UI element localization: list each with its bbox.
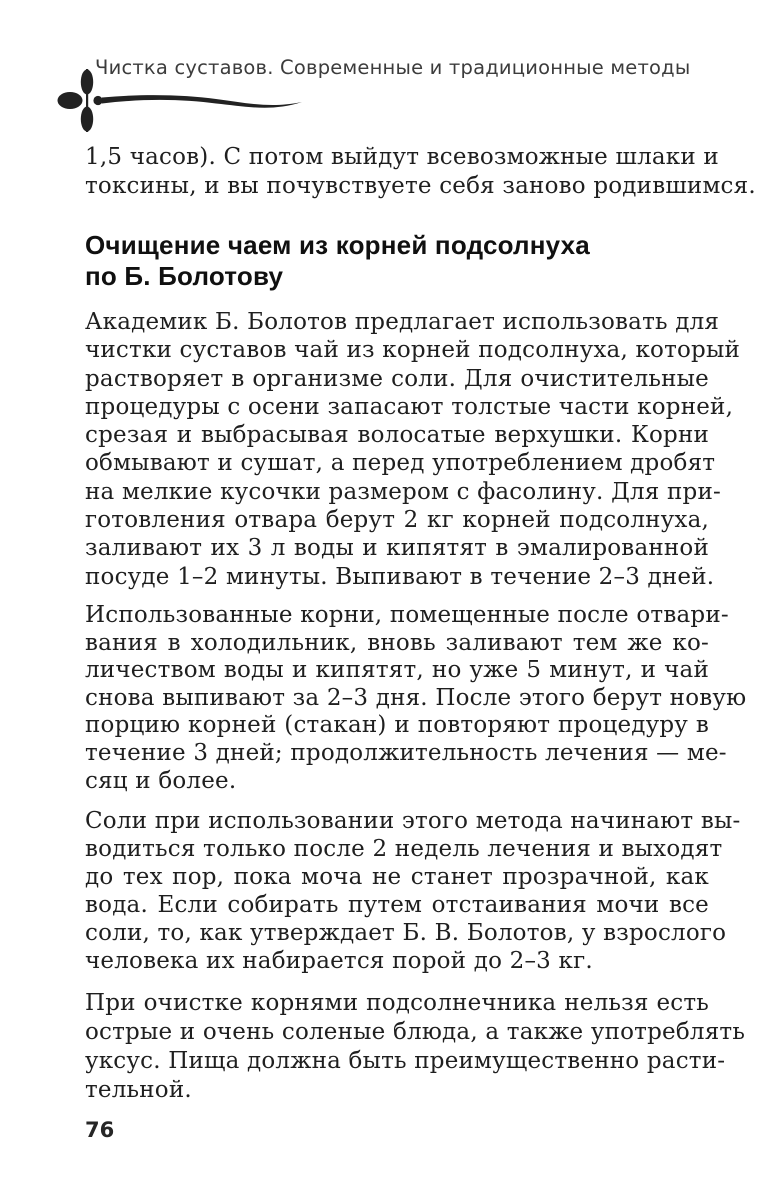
text-line: на мелкие кусочки размером с фасолину. Для при- — [85, 478, 721, 505]
text-line: по Б. Болотову — [85, 261, 284, 291]
text-line: Академик Б. Болотов предлагает использовать для — [85, 309, 720, 335]
text-line: срезая и выбрасывая волосатые верхушки. Корни — [85, 422, 709, 449]
text-line: Использованные корни, помещенные после отвари- — [85, 602, 729, 628]
text-line: вода. Если собирать путем отстаивания мочи все — [85, 892, 709, 919]
text-line: 1,5 часов). С потом выйдут всевозможные шлаки и — [85, 144, 719, 170]
text-line: обмывают и сушат, а перед употреблением дробят — [85, 450, 716, 477]
text-line: острые и очень соленые блюда, а также употреблять — [85, 1019, 746, 1045]
section-heading — [85, 230, 709, 292]
text-line: тельной. — [85, 1077, 192, 1103]
text-line: При очистке корнями подсолнечника нельзя есть — [85, 990, 709, 1016]
text-line: посуде 1–2 минуты. Выпивают в течение 2–3 дней. — [85, 563, 715, 590]
text-line: готовления отвара берут 2 кг корней подсолнуха, — [85, 507, 709, 534]
text-line: Соли при использовании этого метода начинают вы- — [85, 808, 741, 834]
text-line: Очищение чаем из корней подсолнуха — [85, 230, 590, 260]
text-line: процедуры с осени запасают толстые части корней, — [85, 393, 734, 420]
text-line: личеством воды и кипятят, но уже 5 минут, и чай — [85, 657, 709, 684]
paragraph-intro — [85, 143, 756, 200]
paragraph-diet — [85, 989, 746, 1105]
text-line: соли, то, как утверждает Б. В. Болотов, у взрослого — [85, 920, 727, 947]
text-line: снова выпивают за 2–3 дня. После этого берут новую — [85, 684, 747, 711]
paragraph-salts — [85, 807, 741, 976]
text-line: течение 3 дней; продолжительность лечения — ме- — [85, 739, 727, 766]
text-line: вания в холодильник, вновь заливают тем же ко- — [85, 629, 709, 656]
paragraph-reuse — [85, 602, 747, 795]
floral-flourish-icon — [56, 68, 306, 134]
running-head-title: Чистка суставов. Современные и традиционные методы — [95, 56, 691, 79]
paragraph-method — [85, 308, 741, 591]
text-line: заливают их 3 л воды и кипятят в эмалированной — [85, 535, 709, 562]
text-line: чистки суставов чай из корней подсолнуха, который — [85, 337, 741, 364]
text-line: человека их набирается порой до 2–3 кг. — [85, 948, 593, 975]
text-line: токсины, и вы почувствуете себя заново родившимся. — [85, 172, 756, 199]
text-line: порцию корней (стакан) и повторяют процедуру в — [85, 712, 709, 739]
text-line: до тех пор, пока моча не станет прозрачной, как — [85, 864, 709, 891]
text-line: растворяет в организме соли. Для очистительные — [85, 365, 709, 392]
text-line: сяц и более. — [85, 767, 237, 794]
text-line: уксус. Пища должна быть преимущественно расти- — [85, 1048, 726, 1074]
text-line: водиться только после 2 недель лечения и выходят — [85, 836, 723, 863]
page-number: 76 — [85, 1118, 115, 1142]
